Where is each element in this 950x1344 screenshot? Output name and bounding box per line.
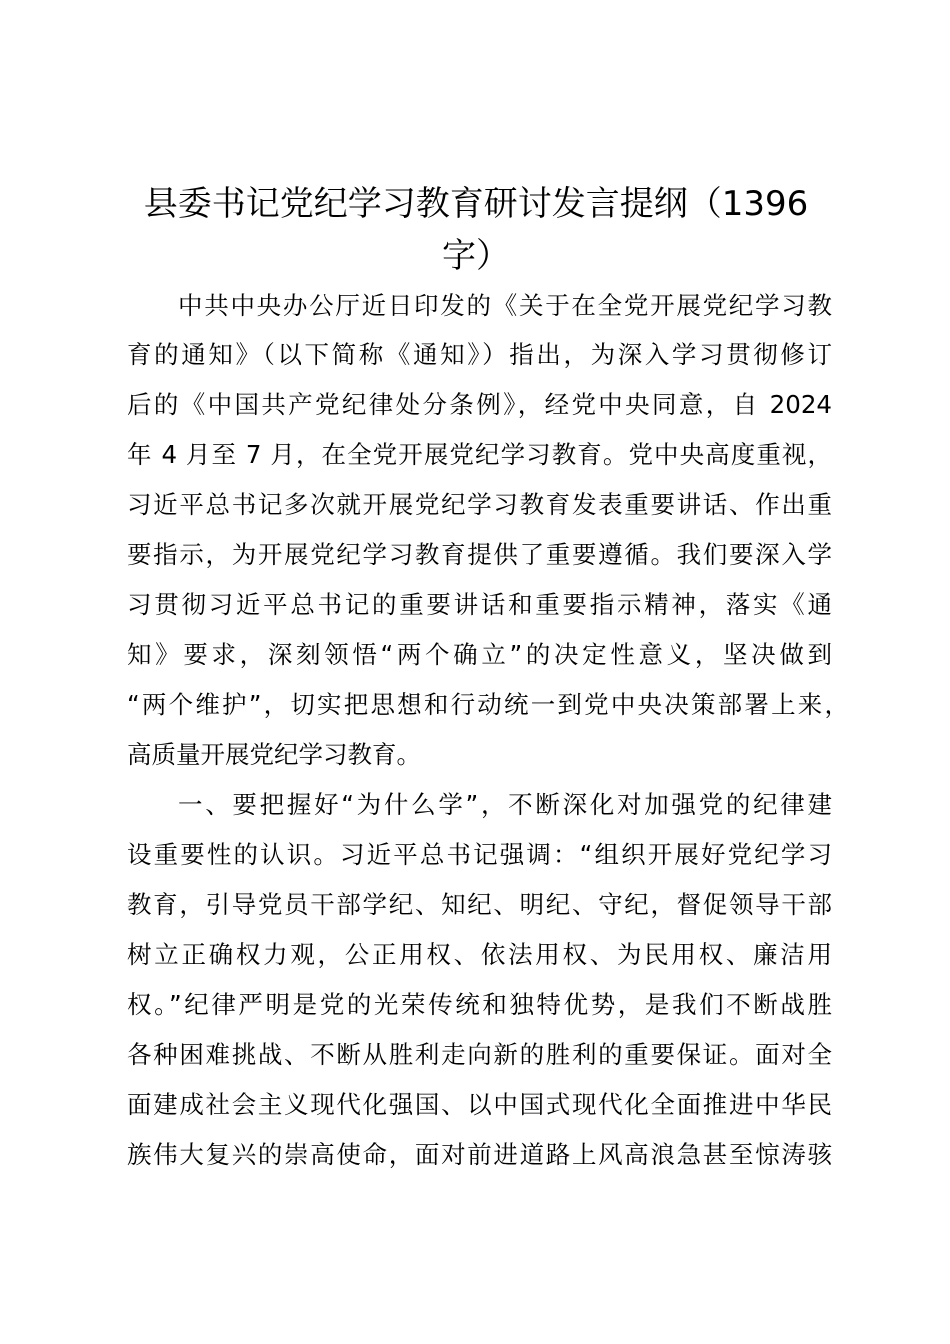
- paragraph-1-line: 要指示，为开展党纪学习教育提供了重要遵循。我们要深入学: [127, 540, 832, 569]
- paragraph-2-line: 权。”纪律严明是党的光荣传统和独特优势，是我们不断战胜: [127, 990, 832, 1019]
- paragraph-2-line: 设重要性的认识。习近平总书记强调：“组织开展好党纪学习: [127, 840, 832, 869]
- paragraph-2-line: 各种困难挑战、不断从胜利走向新的胜利的重要保证。面对全: [127, 1040, 832, 1069]
- paragraph-2-line: 树立正确权力观，公正用权、依法用权、为民用权、廉洁用: [127, 940, 832, 969]
- paragraph-2-line: 一、要把握好“为什么学”，不断深化对加强党的纪律建: [178, 790, 832, 819]
- paragraph-1-line: 后的《中国共产党纪律处分条例》，经党中央同意，自 2024: [127, 390, 832, 419]
- paragraph-1-last-line: 高质量开展党纪学习教育。: [127, 740, 421, 769]
- title-line-2: 字）: [442, 236, 510, 276]
- document-title: [120, 178, 832, 282]
- paragraph-1-line: 习近平总书记多次就开展党纪学习教育发表重要讲话、作出重: [127, 490, 832, 519]
- paragraph-2-line: 教育，引导党员干部学纪、知纪、明纪、守纪，督促领导干部: [127, 890, 832, 919]
- paragraph-1-line: 育的通知》（以下简称《通知》）指出，为深入学习贯彻修订: [127, 340, 832, 369]
- paragraph-1-line: 年 4 月至 7 月，在全党开展党纪学习教育。党中央高度重视，: [127, 440, 832, 469]
- paragraph-1-line: 知》要求，深刻领悟“两个确立”的决定性意义，坚决做到: [127, 640, 832, 669]
- paragraph-2-line: 面建成社会主义现代化强国、以中国式现代化全面推进中华民: [127, 1090, 832, 1119]
- paragraph-2-line: 族伟大复兴的崇高使命，面对前进道路上风高浪急甚至惊涛骇: [127, 1140, 832, 1169]
- paragraph-1-line: 中共中央办公厅近日印发的《关于在全党开展党纪学习教: [178, 291, 832, 320]
- title-line-1: 县委书记党纪学习教育研讨发言提纲（1396: [143, 184, 809, 224]
- paragraph-1-line: “两个维护”，切实把思想和行动统一到党中央决策部署上来，: [127, 690, 849, 719]
- paragraph-1-line: 习贯彻习近平总书记的重要讲话和重要指示精神，落实《通: [127, 590, 832, 619]
